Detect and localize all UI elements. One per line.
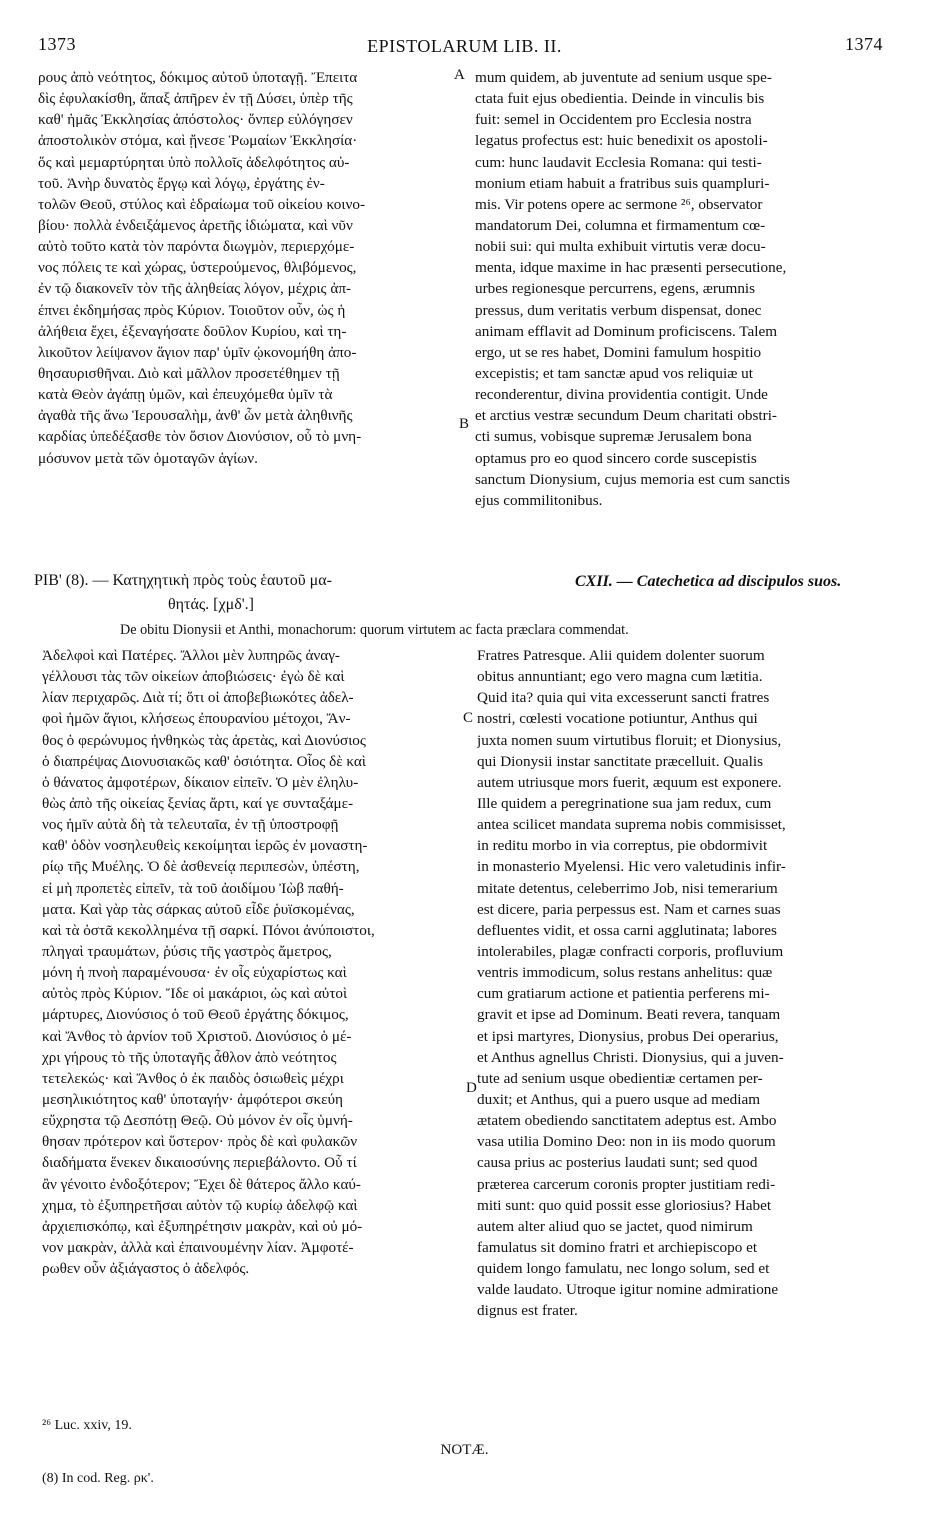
greek-text-line: ματα. Καὶ γὰρ τὰς σάρκας αὐτοῦ εἶδε ῥυϊσκομένας,	[42, 900, 355, 918]
latin-text-line: intolerabiles, plagæ confracti corporis, profluvium	[477, 942, 784, 960]
latin-text-line: mitate detentus, celeberrimo Job, nisi temerarium	[477, 879, 778, 897]
greek-text-line: χρι γήρους τὸ τῆς ὑποταγῆς ἆθλον ἀπὸ νεότητος	[42, 1048, 337, 1066]
greek-text-line: ὁ θάνατος ἀμφοτέρων, δίκαιον εἰπεῖν. Ὁ μὲν ἐληλυ-	[42, 773, 359, 791]
latin-text-line: ejus commilitonibus.	[475, 491, 603, 509]
greek-text-line: νον μακρὰν, ἀλλὰ καὶ ἐπαινουμένην λίαν. Ἀμφοτέ-	[42, 1238, 354, 1256]
latin-text-line: cti sumus, vobisque supremæ Jerusalem bona	[475, 428, 752, 446]
latin-text-line: nobii sui: qui multa exhibuit virtutis veræ docu-	[475, 238, 766, 256]
latin-text-line: miti sunt: quo quid possit esse gloriosius? Habet	[477, 1196, 772, 1214]
greek-letter-heading-line2: θητάς. [χμδ'.]	[168, 596, 254, 613]
footnote-8: (8) In cod. Reg. ρκ'.	[42, 1471, 154, 1486]
greek-text-line: λικοῦτον λείψανον ἅγιον παρ' ὑμῖν ᾠκονομήθη ἀπο-	[38, 343, 357, 361]
greek-text-line: μόσυνον μετὰ τῶν ὁμοταγῶν ἁγίων.	[38, 449, 258, 467]
latin-text-line: ergo, ut se res habet, Domini famulum hospitio	[475, 343, 762, 361]
greek-text-line: ὁ διαπρέψας Διονυσιακῶς καθ' ὁσιότητα. Οἷος δὲ καὶ	[42, 752, 366, 770]
latin-text-line: et arctius vestræ secundum Deum charitati obstri-	[475, 407, 777, 425]
latin-text-line: autem utriusque mors fuerit, æquum est exponere.	[477, 773, 782, 791]
greek-text-line: θὼς ἀπὸ τῆς οἰκείας ξενίας ἄρτι, καί γε συνταξάμε-	[42, 794, 354, 812]
latin-text-line: vasa utilia Domino Deo: non in iis modo quorum	[477, 1133, 776, 1151]
latin-text-line: famulatus sit domino fratri et archiepiscopo et	[477, 1238, 758, 1256]
greek-text-line: εἰ μὴ προπετὲς εἰπεῖν, τὰ τοῦ ἀοιδίμου Ἰὼβ παθή-	[42, 879, 344, 897]
latin-text-line: excepistis; et tam sanctæ apud vos reliquiæ ut	[475, 364, 753, 382]
latin-text-line: tute ad senium usque obedientiæ certamen per-	[477, 1069, 763, 1087]
latin-text-line: pressus, dum veritatis verbum dispensat, donec	[475, 301, 762, 319]
latin-text-line: quidem longo famulatu, nec longo solum, sed et	[477, 1260, 770, 1278]
greek-text-line: ὅς καὶ μεμαρτύρηται ὑπὸ πολλοῖς ἀδελφότητος αὐ-	[38, 153, 350, 171]
greek-text-line: καθ' ὁδὸν νοσηλευθεὶς κεκοίμηται ἱερῶς ἐν μοναστη-	[42, 837, 368, 855]
letter-summary: De obitu Dionysii et Anthi, monachorum: quorum virtutem ac facta præclara commendat.	[120, 622, 629, 638]
latin-text-line: defluentes vidit, et ossa carni agglutinata; labores	[477, 921, 777, 939]
greek-text-line: καὶ Ἄνθος τὸ ἀρνίον τοῦ Χριστοῦ. Διονύσιος ὁ μέ-	[42, 1027, 352, 1045]
notae-heading: NOTÆ.	[440, 1442, 489, 1458]
latin-text-line: ventris immodicum, solus restans anhelitus: quæ	[477, 964, 773, 982]
greek-text-line: ἐν τῷ διακονεῖν τὸν τῆς ἀληθείας λόγον, μέχρις ἀπ-	[38, 280, 352, 298]
greek-text-line: αὐτὸ τοῦτο κατὰ τὸν παρόντα διωγμὸν, περιερχόμε-	[38, 238, 355, 256]
greek-letter-heading-line1: ΡΙΒ' (8). — Κατηχητικὴ πρὸς τοὺς ἑαυτοῦ μα-	[34, 572, 332, 589]
greek-text-line: ρωθεν οὖν ἀξιάγαστος ὁ ἀδελφός.	[42, 1260, 250, 1278]
greek-text-line: ἂν γένοιτο ἐνδοξότερον; Ἔχει δὲ θάτερος ἄλλο καύ-	[42, 1175, 361, 1193]
latin-text-line: mis. Vir potens opere ac sermone ²⁶, observator	[475, 195, 763, 213]
latin-text-line: cum gratiarum actione et patientia perferens mi-	[477, 985, 770, 1003]
greek-text-line: θησαν πρότερον καὶ ὕστερον· πρὸς δὲ καὶ φυλακῶν	[42, 1133, 358, 1151]
latin-text-line: Ille quidem a peregrinatione sua jam redux, cum	[477, 794, 772, 812]
latin-text-line: menta, idque maxime in hac præsenti persecutione,	[475, 259, 787, 277]
latin-text-line: ætatem obediendo sanctitatem adeptus est. Ambo	[477, 1112, 777, 1130]
margin-letter-b: B	[459, 416, 470, 432]
latin-text-line: qui Dionysii instar sanctitate præcelluit. Qualis	[477, 752, 763, 770]
greek-text-line: χημα, τὸ ἐξυπηρετῆσαι αὐτὸν τῷ κυρίῳ ἀδελφῷ καὶ	[42, 1196, 358, 1214]
greek-text-line: τολῶν Θεοῦ, στύλος καὶ ἑδραίωμα τοῦ οἰκείου κοινο-	[38, 195, 365, 213]
latin-text-line: causa prius ac posterius laudati sunt; sed quod	[477, 1154, 758, 1172]
margin-letter-c: C	[463, 710, 474, 726]
greek-text-line: βίου· πολλὰ ἐνδειξάμενος ἀρετῆς ἰδιώματα, καὶ νῦν	[38, 216, 353, 234]
latin-text-line: cum: hunc laudavit Ecclesia Romana: qui testi-	[475, 153, 762, 171]
latin-text-line: præterea carcerum coronis propter justitiam redi-	[477, 1175, 776, 1193]
latin-letter-heading: CXII. — Catechetica ad discipulos suos.	[575, 573, 842, 590]
greek-text-line: Ἀδελφοὶ καὶ Πατέρες. Ἄλλοι μὲν λυπηρῶς ἀναγ-	[42, 647, 340, 664]
greek-text-line: νος ἡμῖν αὐτὰ δὴ τὰ τελευταῖα, ἐν τῇ ὑποστροφῇ	[42, 816, 339, 834]
greek-text-line: τοῦ. Ἀνὴρ δυνατὸς ἔργῳ καὶ λόγῳ, ἐργάτης ἐν-	[38, 174, 325, 192]
greek-text-line: καὶ τὰ ὀστᾶ κεκολλημένα τῇ σαρκί. Πόνοι ἀνύποιστοι,	[42, 921, 375, 939]
greek-text-line: ἀλήθεια ἔχει, ἐξεναγήσατε δοῦλον Κυρίου, καὶ τη-	[38, 322, 347, 340]
greek-text-line: καθ' ἡμᾶς Ἐκκλησίας ἀπόστολος· ὅνπερ εὐλόγησεν	[38, 111, 353, 129]
greek-text-line: πληγαὶ τραυμάτων, ῥύσις τῆς γαστρὸς ἄμετρος,	[42, 942, 332, 960]
greek-text-line: ρους ἀπὸ νεότητος, δόκιμος αὐτοῦ ὑποταγῇ. Ἔπειτα	[38, 69, 358, 86]
latin-text-line: duxit; et Anthus, qui a puero usque ad mediam	[477, 1090, 761, 1108]
latin-text-line: nostri, cœlesti vocatione potiuntur, Anthus qui	[477, 710, 758, 728]
margin-letter-d: D	[466, 1080, 477, 1096]
latin-text-line: urbes regionesque percurrens, egens, ærumnis	[475, 280, 756, 298]
greek-text-line: γέλλουσι τὰς τῶν οἰκείων ἀποβιώσεις· ἐγὼ δὲ καὶ	[42, 668, 345, 686]
latin-text-line: est dicere, paria perpessus est. Nam et carnes suas	[477, 900, 781, 918]
greek-text-line: έπνει ἐκδημήσας πρὸς Κύριον. Τοιοῦτον οὖν, ὡς ἡ	[38, 301, 346, 319]
running-title: EPISTOLARUM LIB. II.	[367, 36, 562, 56]
latin-column-letter-112	[477, 645, 900, 1322]
latin-text-line: legatus profectus est: huic benedixit os apostoli-	[475, 132, 768, 150]
latin-column-letter-111	[475, 67, 895, 511]
latin-text-line: valde laudato. Utroque igitur nomine admiratione	[477, 1281, 779, 1299]
greek-column-letter-112	[42, 645, 460, 1279]
latin-text-line: fuit: semel in Occidentem pro Ecclesia nostra	[475, 111, 752, 129]
greek-text-line: ἀγαθὰ τῆς ἄνω Ἱερουσαλὴμ, ἀνθ' ὧν μετὰ ἀληθινῆς	[38, 407, 353, 425]
greek-text-line: λίαν περιχαρῶς. Διὰ τί; ὅτι οἱ ἀποβεβιωκότες ἀδελ-	[42, 689, 354, 707]
latin-text-line: sanctum Dionysium, cujus memoria est cum sanctis	[475, 470, 791, 488]
page-number-right: 1374	[845, 34, 883, 54]
latin-text-line: dignus est frater.	[477, 1302, 578, 1320]
greek-text-line: τετελεκώς· καὶ Ἄνθος ὁ ἐκ παιδὸς ὁσιωθεὶς μέχρι	[42, 1069, 344, 1087]
latin-text-line: in reditu morbo in via correptus, pie obdormivit	[477, 837, 768, 855]
greek-text-line: αὐτὸς πρὸς Κύριον. Ἴδε οἱ μακάριοι, ὡς καὶ αὐτοὶ	[42, 985, 348, 1003]
latin-text-line: obitus annuntiant; ego vero magna cum lætitia.	[477, 668, 763, 686]
greek-column-letter-111	[38, 67, 453, 469]
page-number-left: 1373	[38, 34, 76, 54]
greek-text-line: διαδήματα ἕνεκεν δικαιοσύνης περιεβάλοντο. Οὗ τί	[42, 1154, 357, 1172]
greek-text-line: καρδίας ὑπεδέξασθε τὸν ὅσιον Διονύσιον, οὗ τὸ μνη-	[38, 428, 362, 446]
latin-text-line: in monasterio Myelensi. Hic vero valetudinis infir-	[477, 858, 786, 876]
greek-letter-heading-cont	[168, 596, 254, 614]
latin-text-line: autem alter aliud quo se jactet, quod nimirum	[477, 1217, 753, 1235]
latin-text-line: mum quidem, ab juventute ad senium usque spe-	[475, 69, 772, 86]
footnote-26: ²⁶ Luc. xxiv, 19.	[42, 1418, 132, 1433]
greek-text-line: θησαυρισθῆναι. Διὸ καὶ μᾶλλον προσετέθημεν τῇ	[38, 364, 340, 382]
latin-text-line: reconderentur, divina providentia contigit. Unde	[475, 386, 768, 404]
greek-text-line: δὶς ἐφυλακίσθη, ἅπαξ ἀπῆρεν ἐν τῇ Δύσει, ὑπὲρ τῆς	[38, 90, 353, 108]
greek-text-line: φοὶ ἡμῶν ἅγιοι, κλήσεως ἐπουρανίου μέτοχοι, Ἄν-	[42, 710, 351, 728]
greek-text-line: ἀρχιεπισκόπῳ, καὶ ἐξυπηρέτησιν μακρὰν, καὶ οὐ μό-	[42, 1217, 363, 1235]
latin-text-line: et Anthus agnellus Christi. Dionysius, qui a juven-	[477, 1048, 784, 1066]
latin-text-line: Quid ita? quia qui vita excesserunt sancti fratres	[477, 689, 770, 707]
latin-text-line: Fratres Patresque. Alii quidem dolenter suorum	[477, 647, 765, 664]
greek-text-line: ἀποστολικὸν στόμα, καὶ ᾔνεσε Ῥωμαίων Ἐκκλησία·	[38, 132, 358, 150]
latin-text-line: optamus pro eo quod sincero corde suscepistis	[475, 449, 757, 467]
latin-text-line: antea scilicet mandata suprema nobis commisisset,	[477, 816, 786, 834]
margin-letter-a: A	[454, 67, 465, 83]
latin-text-line: ctata fuit ejus obedientia. Deinde in vinculis bis	[475, 90, 765, 108]
greek-text-line: μόνη ἡ πνοὴ παραμένουσα· ἐν οἷς εὐχαρίστως καὶ	[42, 964, 347, 982]
latin-text-line: juxta nomen suum virtutibus floruit; et Dionysius,	[477, 731, 782, 749]
greek-text-line: μάρτυρες, Διονύσιος ὁ τοῦ Θεοῦ ἐργάτης δόκιμος,	[42, 1006, 349, 1024]
latin-text-line: gravit et ipse ad Dominum. Beati revera, tanquam	[477, 1006, 781, 1024]
greek-text-line: εὔχρηστα τῷ Δεσπότῃ Θεῷ. Οὐ μόνον ἐν οἷς ὑμνή-	[42, 1112, 353, 1130]
latin-text-line: animam efflavit ad Dominum proficiscens. Talem	[475, 322, 778, 340]
greek-letter-heading	[34, 572, 332, 590]
latin-text-line: et ipsi martyres, Dionysius, probus Dei operarius,	[477, 1027, 779, 1045]
latin-text-line: mandatorum Dei, columna et firmamentum cœ-	[475, 216, 766, 234]
greek-text-line: μεσηλικιότητος καθ' ὑποταγήν· ἀμφότεροι σκεύη	[42, 1090, 343, 1108]
greek-text-line: θος ὁ φερώνυμος ἠνθηκὼς τὰς ἀρετὰς, καὶ Διονύσιος	[42, 731, 366, 749]
greek-text-line: νος πόλεις τε καὶ χώρας, ὑστερούμενος, θλιβόμενος,	[38, 259, 357, 277]
latin-text-line: monium etiam habuit a fratribus suis quampluri-	[475, 174, 770, 192]
greek-text-line: ρίῳ τῆς Μυέλης. Ὁ δὲ ἀσθενείᾳ περιπεσὼν, ὑπέστη,	[42, 858, 360, 876]
greek-text-line: κατὰ Θεὸν ἀγάπῃ ὑμῶν, καὶ ἐπευχόμεθα ὑμῖν τὰ	[38, 386, 333, 404]
